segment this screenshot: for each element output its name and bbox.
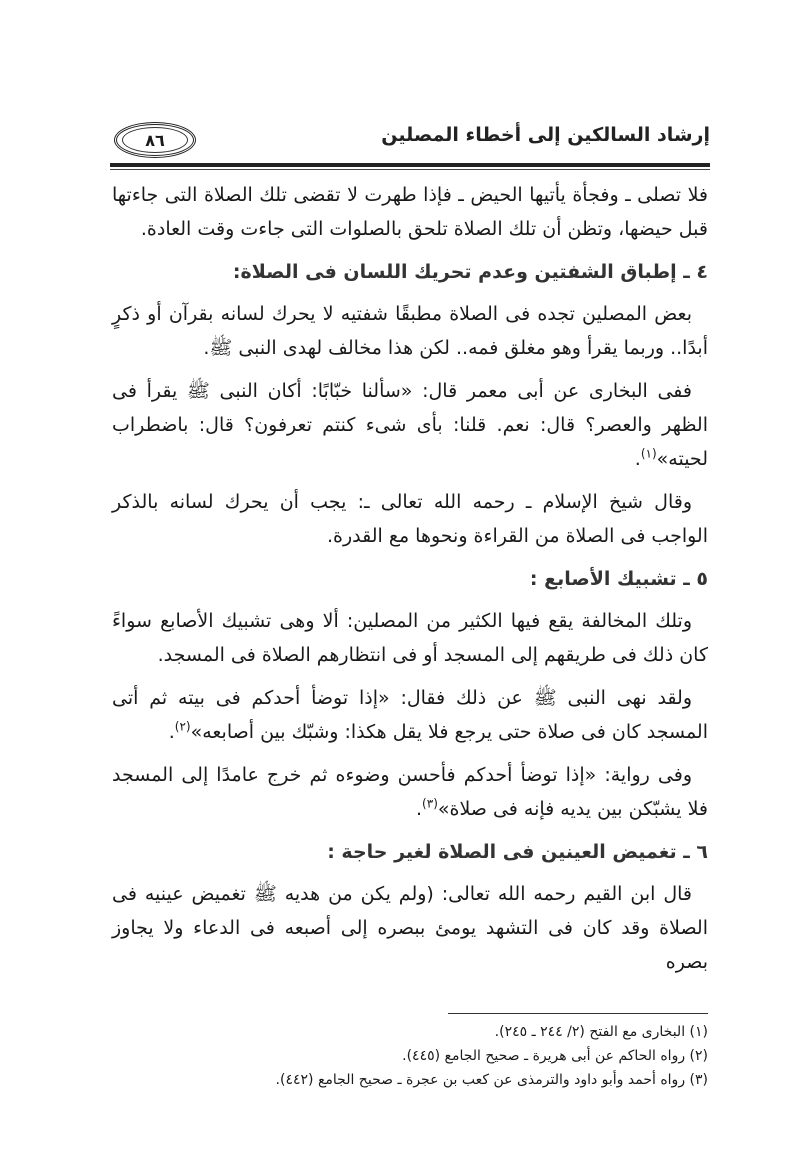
page-number: ٨٦ [122, 127, 188, 153]
footnote-marker: (٣) [422, 796, 438, 811]
paragraph-text: بعض المصلين تجده فى الصلاة مطبقًا شفتيه لا يحرك لسانه بقرآن أو ذكرٍ أبدًا.. وربما يقرأ وهو مغلق فمه.. لكن هذا مخالف لهدى النبى ﷺ. [112, 303, 708, 359]
footnote: (٣) رواه أحمد وأبو داود والترمذى عن كعب بن عجرة ـ صحيح الجامع (٤٤٢). [275, 1072, 708, 1088]
paragraph-tail: . [634, 448, 641, 470]
paragraph-text: فلا تصلى ـ وفجأة يأتيها الحيض ـ فإذا طهرت لا تقضى تلك الصلاة التى جاءتها قبل حيضها، وتظن أن تلك الصلاة تلحق بالصلوات التى جاءت وقت العادة. [112, 184, 708, 240]
heading-text: ٥ ـ تشبيك الأصابع : [529, 568, 708, 590]
paragraph-text: وقال شيخ الإسلام ـ رحمه الله تعالى ـ: يجب أن يحرك لسانه بالذكر الواجب فى الصلاة من القراءة ونحوها مع القدرة. [112, 491, 708, 547]
footnote-marker: (١) [640, 446, 657, 461]
footnote: (٢) رواه الحاكم عن أبى هريرة ـ صحيح الجامع (٤٤٥). [402, 1048, 708, 1064]
paragraph-text: ولقد نهى النبى ﷺ عن ذلك فقال: «إذا توضأ أحدكم فى بيته ثم أتى المسجد كان فى صلاة حتى يرجع فلا يقل هكذا: وشبّك بين أصابعه» [112, 687, 708, 743]
paragraph [112, 604, 708, 672]
footnotes [112, 1020, 708, 1092]
footnote: (١) البخارى مع الفتح (٢/ ٢٤٤ ـ ٢٤٥). [494, 1024, 708, 1040]
body-text [112, 178, 708, 988]
paragraph [112, 297, 708, 365]
footnote-rule [448, 1013, 708, 1014]
section-heading [112, 562, 708, 596]
running-title: إرشاد السالكين إلى أخطاء المصلين [381, 124, 710, 146]
paragraph [112, 178, 708, 246]
section-heading [112, 255, 708, 289]
paragraph [112, 758, 708, 826]
paragraph-text: وفى رواية: «إذا توضأ أحدكم فأحسن وضوءه ثم خرج عامدًا إلى المسجد فلا يشبّكن بين يديه فإنه فى صلاة» [112, 764, 708, 820]
header-rule-thin [110, 169, 710, 170]
heading-text: ٦ ـ تغميض العينين فى الصلاة لغير حاجة : [327, 841, 708, 863]
page-header [110, 118, 710, 166]
paragraph [112, 877, 708, 979]
paragraph [112, 681, 708, 749]
page-number-oval [114, 122, 196, 158]
paragraph-tail: . [168, 721, 175, 743]
footnote-marker: (٢) [174, 719, 191, 734]
paragraph [112, 485, 708, 553]
paragraph-tail: . [416, 798, 423, 820]
paragraph-text: وتلك المخالفة يقع فيها الكثير من المصلين: ألا وهى تشبيك الأصابع سواءً كان ذلك فى طريقهم إلى المسجد أو فى انتظارهم الصلاة فى المسجد. [112, 610, 708, 666]
section-heading [112, 835, 708, 869]
paragraph-text: ففى البخارى عن أبى معمر قال: «سألنا خبّابًا: أكان النبى ﷺ يقرأ فى الظهر والعصر؟ قال: نعم. قلنا: بأى شىء كنتم تعرفون؟ قال: باضطراب لحيته» [112, 380, 708, 470]
paragraph [112, 374, 708, 476]
header-rule-thick [110, 163, 710, 167]
heading-text: ٤ ـ إطباق الشفتين وعدم تحريك اللسان فى الصلاة: [232, 261, 708, 283]
paragraph-text: قال ابن القيم رحمه الله تعالى: (ولم يكن من هديه ﷺ تغميض عينيه فى الصلاة وقد كان فى التشهد يومئ ببصره إلى أصبعه فى الدعاء ولا يجاوز بصره [112, 883, 708, 973]
